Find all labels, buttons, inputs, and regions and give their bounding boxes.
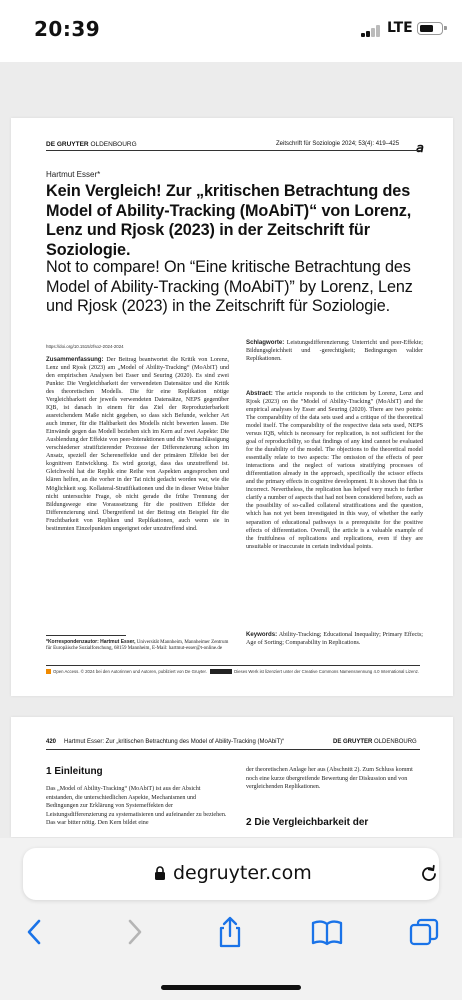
bookmarks-icon[interactable] [310, 915, 344, 949]
section-1-text: Das „Model of Ability-Tracking“ (MoAbiT) ist aus der Absicht entstanden, die unterschiedlichen Aspekte, Mechanismen und Bedingungen zur Erklärung von Systemeffekten der Leistungsdifferenzierung zu systematisieren und aufeinander zu beziehen. Das war bitter nötig. Den Kern bildet eine [46, 786, 227, 826]
right-column-text: der theoretischen Anlage her aus (Abschnitt 2). Zum Schluss kommt noch eine kurze übergreifende Bewertung der Diskussion und von vergleichenden Replikationen. [246, 767, 413, 790]
signal-icon [361, 25, 383, 37]
tabs-icon[interactable] [407, 915, 441, 949]
reload-icon[interactable] [419, 864, 439, 884]
home-indicator[interactable] [161, 985, 301, 990]
schlagworte: Schlagworte: Leistungsdifferenzierung; Unterricht und peer-Effekte; Bildungsgleichheit und -gerechtigkeit; Bedingungen valider Replikationen. [246, 339, 423, 363]
article-title-de: Kein Vergleich! Zur „kritischen Betrachtung des Model of Ability-Tracking (MoAbiT)“ von Lorenz, Lenz und Rjosk (2023) in der Zeitschrift für Soziologie. [46, 182, 412, 259]
network-label: LTE [387, 20, 413, 36]
open-access-lock-icon [46, 669, 51, 674]
header-rule [46, 150, 420, 151]
lock-icon [154, 866, 166, 880]
doi-link[interactable]: https://doi.org/10.1515/zfsoz-2024-2024 [46, 344, 124, 349]
status-bar [0, 0, 462, 62]
url-text[interactable]: degruyter.com [173, 862, 312, 884]
open-access-notice: Open Access. © 2024 bei den Autorinnen und Autoren, publiziert von De Gruyter. Dieses Werk ist lizenziert unter der Creative Commons Namensnennung 4.0 International Lizenz. [46, 669, 426, 675]
header-rule [46, 749, 420, 750]
journal-reference: Zeitschrift für Soziologie 2024; 53(4): 419–425 [276, 141, 400, 147]
corresponding-author-note: *Korrespondenzautor: Hartmut Esser, Universität Mannheim, Mannheimer Zentrum für Europäische Sozialforschung, 68159 Mannheim, E-Mail: hartmut-esser@t-online.de [46, 639, 229, 652]
article-title-en[interactable]: Not to compare! On “Eine kritische Betrachtung des Model of Ability-Tracking (MoAbiT)” by Lorenz, Lenz und Rjosk (2023) in the Zeitschrift für Soziologie. [46, 258, 413, 316]
keywords: Keywords: Ability-Tracking; Educational Inequality; Primary Effects; Age of Sorting; Comparability in Replications. [246, 631, 424, 647]
forward-icon[interactable] [117, 915, 151, 949]
author: Hartmut Esser* [46, 170, 101, 179]
share-icon[interactable] [213, 915, 247, 949]
open-access-icon: 𝘢 [416, 140, 424, 155]
cc-by-license-icon [210, 669, 232, 674]
section-heading-1: 1 Einleitung [46, 766, 103, 777]
page-number: 420 [46, 739, 57, 745]
publisher-logo: DE GRUYTER OLDENBOURG [333, 739, 417, 745]
browser-toolbar [0, 915, 462, 955]
publisher-logo: DE GRUYTER OLDENBOURG [46, 141, 137, 148]
running-head: Hartmut Esser: Zur „kritischen Betrachtung des Model of Ability-Tracking (MoAbiT)“ [64, 739, 285, 745]
section-heading-2: 2 Die Vergleichbarkeit der [246, 817, 369, 828]
abstract: Abstract: The article responds to the criticism by Lorenz, Lenz and Rjosk (2023) on the “Model of Ability-Tracking” (MoAbiT) and the empirical analyses by Esser and Seuring (2020). There are two points: The comparability of the data sets used and a critique of the theoretical model itself. The comparability of the respective data sets used, NEPS versus IQB, which is necessary for replication, is not sufficient for the goal of reproducibility, so that findings of any kind cannot be evaluated for the durability of the model. The objections to the theoretical model essentially relate to two aspects: The omission of the effects of peer interactions and the neglect of various stratifying processes of differentiation already in the approach, specifically the scissor effects and the primary effects in cognitive development. It is shown that this is incorrect. Nevertheless, the replication has helped very much to further clarify a number of aspects that had not been considered before, such as the possibility of so-called collateral stratifications and the question, which has not yet been investigated in this way, of whether the early separation of educational pathways is a prerequisite for the positive effects of differentiation. Overall, the article is a valuable example of the fruitfulness of replications and replications, even if they are unsuitable or inaccurate in certain individual points. [246, 390, 423, 550]
zusammenfassung: Zusammenfassung: Der Beitrag beantwortet die Kritik von Lorenz, Lenz und Rjosk (2023) am „Model of Ability-Tracking“ (MoAbiT) und den empirischen Analysen bei Esser und Seuring (2020). Es sind zwei Punkte: Die Vergleichbarkeit der verwendeten Datensätze und die Kritik des theoretischen Modells. Die für eine Replikation nötige Vergleichbarkeit der jeweils verwendeten Datensätze, NEPS gegenüber IQB, ist danach in einem für das Ziel der Reproduzierbarkeit ausreichendem Maße nicht gegeben, so dass sich Befunde, welcher Art auch immer, für die Haltbarkeit des Modells nicht bewerten lassen. Die Einwände gegen das Modell beziehen sich im Kern auf zwei Aspekte: Die Ausblendung der Effekte von peer-Interaktionen und die Vernachlässigung verschiedener stratifizierender Prozesse der Differenzierung schon im Ansatz, speziell der Schereneffekte und der primären Effekte bei der kognitiven Entwicklung. Es wird gezeigt, dass das unzutreffend ist. Gleichwohl hat die Replik eine Reihe von Aspekten angesprochen und klären helfen, an die vorher in der Tat nicht gedacht worden war, wie die Möglichkeit sog. Kollateral-Stratifikationen und die in dieser Weise bisher nicht untersuchte Frage, ob nicht gerade die frühe Trennung der Bildungswege eine Voraussetzung für die positiven Effekte der Differenzierung sind. Übergreifend ist der Beitrag ein Beispiel für die Fruchtbarkeit von Repliken und Replikationen, auch wenn sie in bestimmten Einzelpunkten ungeeignet oder unzutreffend sind. [46, 356, 229, 532]
footer-rule [46, 665, 420, 666]
footnote-rule [46, 635, 126, 636]
pdf-page-2 [11, 717, 453, 837]
back-icon[interactable] [18, 915, 52, 949]
address-bar[interactable] [23, 848, 439, 900]
pdf-page-1 [11, 118, 453, 696]
battery-icon [417, 22, 443, 35]
clock: 20:39 [34, 17, 101, 41]
